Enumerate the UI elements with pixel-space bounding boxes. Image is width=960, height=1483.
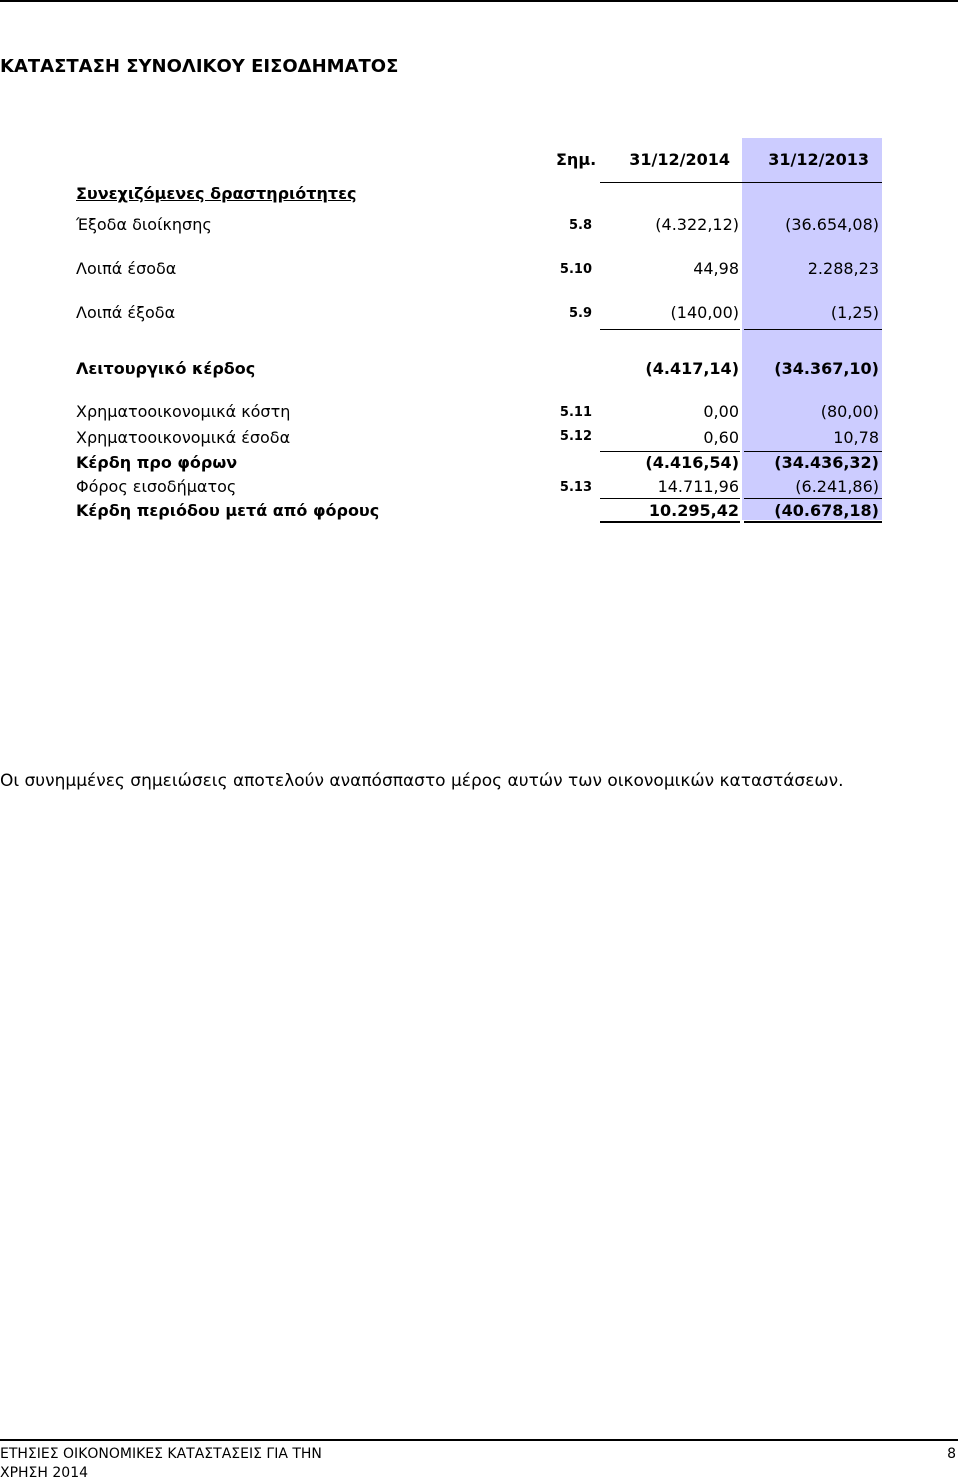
row-label: Χρηματοοικονομικά κόστη: [76, 402, 291, 421]
row-label: Φόρος εισοδήματος: [76, 477, 237, 496]
row-note: 5.13: [559, 480, 592, 495]
subtotal-rule-2013: [744, 451, 882, 452]
page-title: ΚΑΤΑΣΤΑΣΗ ΣΥΝΟΛΙΚΟΥ ΕΙΣΟΔΗΜΑΤΟΣ: [0, 56, 399, 77]
row-value-2014: 0,00: [703, 402, 739, 421]
row-note: 5.8: [568, 218, 592, 233]
row-note: 5.11: [559, 405, 592, 420]
subtotal-rule-2014: [600, 329, 740, 330]
row-label: Κέρδη προ φόρων: [76, 453, 238, 472]
row-label: Λειτουργικό κέρδος: [76, 359, 256, 378]
top-rule: [0, 0, 958, 2]
row-note: 5.9: [568, 306, 592, 321]
row-label: Κέρδη περιόδου μετά από φόρους: [76, 501, 380, 520]
year-2013-header: 31/12/2013: [768, 150, 869, 169]
row-value-2014: 14.711,96: [657, 477, 739, 496]
year-2014-header: 31/12/2014: [629, 150, 730, 169]
row-value-2014: 10.295,42: [648, 501, 739, 520]
row-value-2013: (40.678,18): [774, 501, 879, 520]
row-value-2013: 2.288,23: [807, 259, 879, 278]
row-label: Έξοδα διοίκησης: [76, 215, 212, 234]
note-column-header: Σημ.: [556, 150, 597, 169]
row-value-2013: (6.241,86): [795, 477, 879, 496]
total-rule-2014: [600, 498, 740, 499]
row-label: Λοιπά έξοδα: [76, 303, 176, 322]
row-value-2013: (34.367,10): [774, 359, 879, 378]
row-note: 5.10: [559, 262, 592, 277]
header-underline: [600, 182, 882, 183]
subtotal-rule-2014: [600, 451, 740, 452]
section-heading: Συνεχιζόμενες δραστηριότητες: [76, 184, 357, 203]
total-rule-2013: [744, 498, 882, 499]
footnote: Οι συνημμένες σημειώσεις αποτελούν αναπόσπαστο μέρος αυτών των οικονομικών καταστάσεων.: [0, 771, 844, 791]
row-note: 5.12: [559, 429, 592, 444]
final-rule-2013: [744, 521, 882, 523]
page-number: 8: [947, 1446, 956, 1462]
row-value-2014: (4.322,12): [655, 215, 739, 234]
row-value-2014: 44,98: [693, 259, 739, 278]
row-value-2013: (1,25): [830, 303, 879, 322]
row-value-2013: 10,78: [833, 428, 879, 447]
row-value-2013: (36.654,08): [785, 215, 879, 234]
row-value-2014: (140,00): [670, 303, 739, 322]
final-rule-2014: [600, 521, 740, 523]
row-value-2014: 0,60: [703, 428, 739, 447]
row-label: Λοιπά έσοδα: [76, 259, 177, 278]
row-value-2014: (4.417,14): [645, 359, 739, 378]
footer-rule: [0, 1439, 958, 1441]
row-value-2013: (34.436,32): [774, 453, 879, 472]
row-value-2014: (4.416,54): [645, 453, 739, 472]
subtotal-rule-2013: [744, 329, 882, 330]
footer-text: ΕΤΗΣΙΕΣ ΟΙΚΟΝΟΜΙΚΕΣ ΚΑΤΑΣΤΑΣΕΙΣ ΓΙΑ ΤΗΝ ΧΡΗΣΗ 2014: [0, 1446, 322, 1481]
row-label: Χρηματοοικονομικά έσοδα: [76, 428, 291, 447]
row-value-2013: (80,00): [820, 402, 879, 421]
